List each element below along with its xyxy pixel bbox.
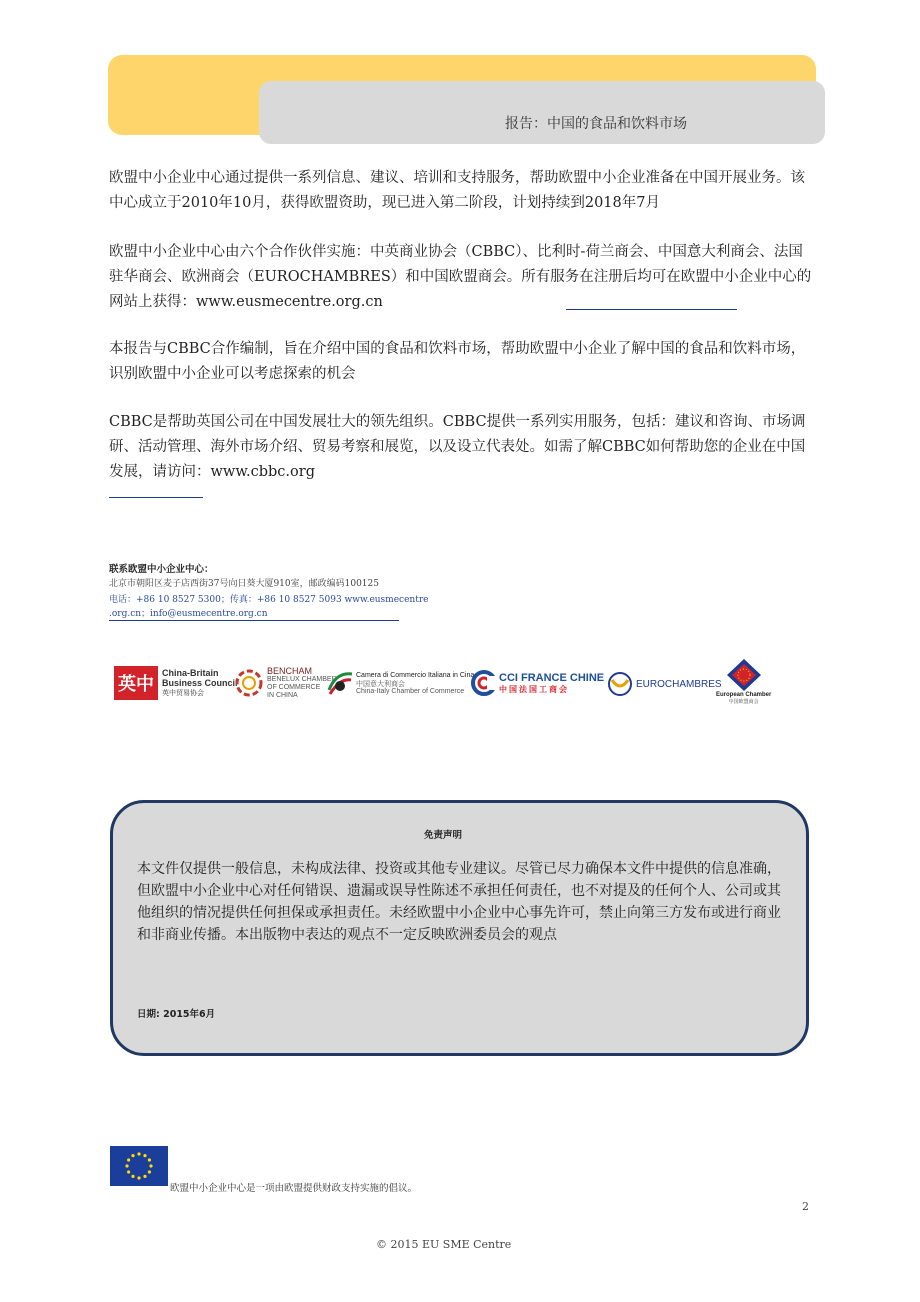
report-purpose-paragraph: 本报告与CBBC合作编制，旨在介绍中国的食品和饮料市场，帮助欧盟中小企业了解中国的食品和饮料市场，识别欧盟中小企业可以考虑探索的机会 [109, 341, 806, 382]
partner-logos [110, 658, 790, 710]
cbbc-link-underline[interactable] [109, 497, 203, 498]
bencham-sub-1: BENELUX CHAMBER [267, 676, 337, 683]
cbbc-logo[interactable] [114, 666, 238, 700]
eurochambres-logo[interactable] [606, 670, 722, 698]
eu-funding-note: 欧盟中小企业中心是一项由欧盟提供财政支持实施的倡议。 [170, 1183, 418, 1194]
disclaimer-date: 日期: 2015年6月 [137, 1009, 216, 1020]
contact-email-line[interactable]: .org.cn；info@eusmecentre.org.cn [109, 609, 268, 619]
cci-france-emblem-icon [471, 668, 497, 698]
bencham-logo[interactable] [234, 666, 337, 700]
cbbc-name-line-1: China-Britain [162, 668, 219, 678]
eurochambres-emblem-icon [606, 670, 634, 698]
contact-title: 联系欧盟中小企业中心： [109, 564, 214, 575]
eurochambres-name: EUROCHAMBRES [636, 678, 722, 690]
report-title: 报告：中国的食品和饮料市场 [505, 116, 687, 132]
intro-paragraph: 欧盟中小企业中心通过提供一系列信息、建议、培训和支持服务，帮助欧盟中小企业准备在中国开展业务。该中心成立于2010年10月，获得欧盟资助，现已进入第二阶段，计划持续到2018年7月 [109, 170, 805, 211]
copyright: © 2015 EU SME Centre [376, 1238, 512, 1251]
partners-paragraph: 欧盟中小企业中心由六个合作伙伴实施：中英商业协会（CBBC）、比利时-荷兰商会、中国意大利商会、法国驻华商会、欧洲商会（EUROCHAMBRES）和中国欧盟商会。所有服务在注册后均可在欧盟中小企业中心的网站上获得：www.eusmecentre.org.cn [109, 244, 812, 310]
disclaimer-body: 本文件仅提供一般信息，未构成法律、投资或其他专业建议。尽管已尽力确保本文件中提供的信息准确，但欧盟中小企业中心对任何错误、遗漏或误导性陈述不承担任何责任，也不对提及的任何个人、公司或其他组织的情况提供任何担保或承担责任。未经欧盟中小企业中心事先许可，禁止向第三方发布或进行商业和非商业传播。本出版物中表达的观点不一定反映欧洲委员会的观点 [137, 861, 781, 943]
cbbc-chinese-name: 英中贸易协会 [162, 689, 204, 697]
cbbc-paragraph: CBBC是帮助英国公司在中国发展壮大的领先组织。CBBC提供一系列实用服务，包括：建议和咨询、市场调研、活动管理、海外市场介绍、贸易考察和展览，以及设立代表处。如需了解CBBC如何帮助您的企业在中国发展，请访问：www.cbbc.org [109, 414, 806, 480]
contact-link-underline [109, 620, 399, 621]
european-chamber-emblem-icon [726, 658, 762, 692]
italy-chamber-english: China-Italy Chamber of Commerce [356, 687, 465, 695]
bencham-sub-2: OF COMMERCE [267, 684, 321, 691]
european-chamber-name: European Chamber [716, 692, 772, 698]
cbbc-mark: 英中 [114, 666, 158, 700]
italy-chamber-name: Camera di Commercio Italiana in Cina [356, 671, 475, 679]
cci-france-logo[interactable] [471, 668, 604, 698]
contact-address: 北京市朝阳区麦子店西街37号向日葵大厦910室，邮政编码100125 [109, 579, 379, 589]
eu-stars-icon [110, 1146, 168, 1186]
european-chamber-logo[interactable] [716, 658, 771, 706]
italy-chamber-chinese: 中国意大利商会 [356, 679, 405, 688]
italy-chamber-logo[interactable] [326, 668, 474, 698]
bencham-emblem-icon [234, 666, 264, 700]
website-link-underline[interactable] [566, 309, 737, 310]
bencham-name: BENCHAM [267, 666, 313, 676]
cci-france-name: CCI FRANCE CHINE [499, 671, 605, 684]
italy-chamber-swoosh-icon [326, 668, 354, 698]
european-chamber-chinese: 中国欧盟商会 [728, 699, 759, 705]
disclaimer-title: 免责声明 [424, 830, 463, 841]
eu-flag-icon [110, 1146, 168, 1186]
bencham-sub-3: IN CHINA [267, 692, 298, 699]
cci-france-chinese: 中国法国工商会 [499, 684, 569, 694]
cbbc-name-line-2: Business Council [162, 678, 238, 688]
page-number: 2 [802, 1200, 809, 1213]
contact-phone-line[interactable]: 电话：+86 10 8527 5300；传真：+86 10 8527 5093 www.eusmecentre [109, 595, 429, 605]
